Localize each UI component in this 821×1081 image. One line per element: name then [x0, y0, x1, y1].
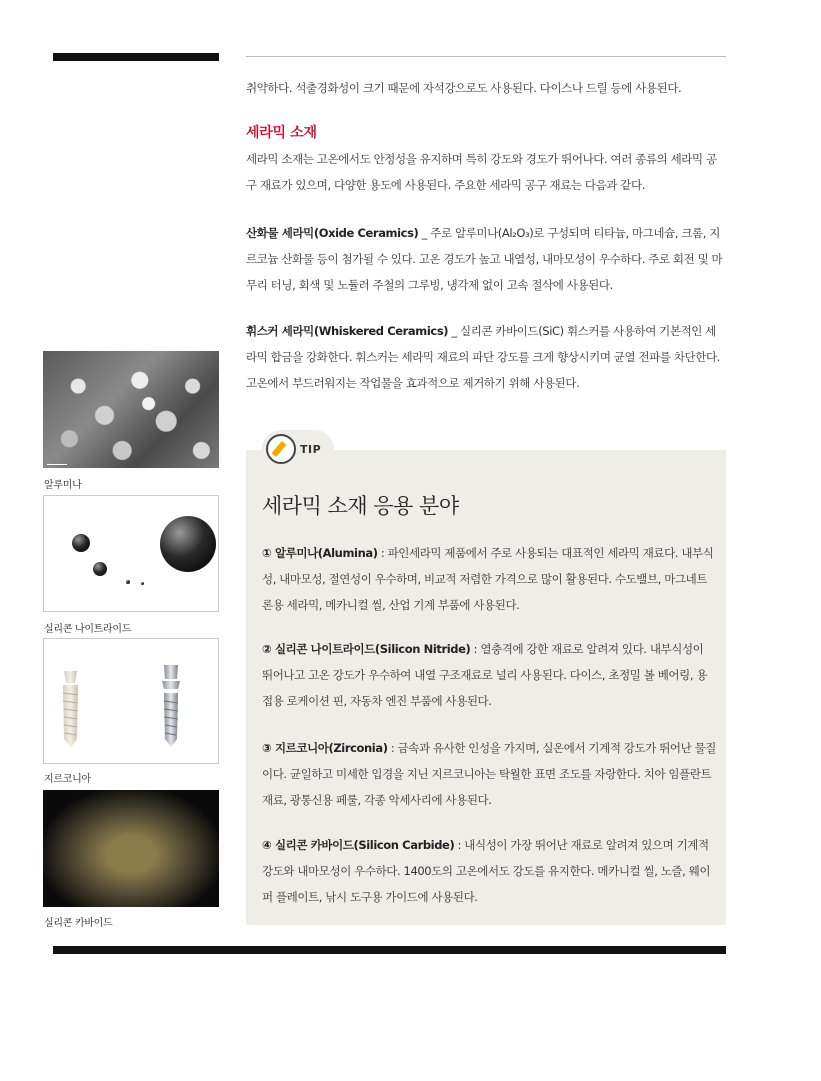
oxide-ceramics-paragraph: [246, 220, 726, 298]
tip-item-silicon-nitride: [262, 636, 717, 714]
oxide-ceramics-text: _ 주로 알루미나(Al₂O₃)로 구성되며 티타늄, 마그네슘, 크롬, 지르코늄 산화물 등이 첨가될 수 있다. 고온 경도가 높고 내열성, 내마모성이 우수하다. 주로 회전 및 마무리 터닝, 회색 및 노듈러 주철의 그루빙, 냉각제 없이 고속 절삭에 사용된다.: [246, 226, 723, 292]
section-title: 세라믹 소재: [246, 125, 317, 141]
pencil-icon: [266, 434, 296, 464]
scale-bar: [47, 464, 67, 465]
zirconia-photo: [43, 638, 219, 764]
top-decorative-bar: [53, 53, 219, 61]
tip-item-text: : 내식성이 가장 뛰어난 재료로 알려져 있으며 기계적 강도와 내마모성이 우수하다. 1400도의 고온에서도 강도를 유지한다. 메카니컬 씰, 노즐, 웨이퍼 플레이트, 낚시 도구용 가이드에 사용된다.: [262, 838, 711, 904]
zirconia-caption: 지르코니아: [44, 774, 91, 785]
tip-item-silicon-carbide: [262, 832, 717, 910]
silicon-carbide-caption: 실리콘 카바이드: [44, 918, 113, 929]
tip-item-text: : 열충격에 강한 재료로 알려져 있다. 내부식성이 뛰어나고 고온 강도가 우수하여 내열 구조재료로 널리 사용된다. 다이스, 초정밀 볼 베어링, 용접용 로케이션 핀, 자동차 엔진 부품에 사용된다.: [262, 642, 708, 708]
ball-small: [72, 534, 90, 552]
whisker-ceramics-term: 휘스커 세라믹(Whiskered Ceramics): [246, 324, 449, 338]
tip-title: 세라믹 소재 응용 분야: [262, 494, 459, 518]
dental-implants-illustration: [44, 639, 219, 764]
whisker-ceramics-text: _ 실리콘 카바이드(SiC) 휘스커를 사용하여 기본적인 세라믹 합금을 강화한다. 휘스커는 세라믹 재료의 파단 강도를 크게 향상시키며 균열 전파를 차단한다. 고온에서 부드러워지는 작업물을 효과적으로 제거하기 위해 사용된다.: [246, 324, 720, 390]
ball-tiny: [126, 580, 130, 584]
alumina-caption: 알루미나: [44, 480, 82, 491]
tip-item-term: ④ 실리콘 카바이드(Silicon Carbide): [262, 838, 455, 852]
tip-item-alumina: [262, 540, 717, 618]
tip-item-text: : 파인세라믹 제품에서 주로 사용되는 대표적인 세라믹 재료다. 내부식성, 내마모성, 절연성이 우수하며, 비교적 저렴한 가격으로 많이 활용된다. 수도밸브, 마그네트론용 세라믹, 메카니컬 씰, 산업 기계 부품에 사용된다.: [262, 546, 714, 612]
tip-item-term: ③ 지르코니아(Zirconia): [262, 741, 388, 755]
whisker-ceramics-paragraph: [246, 318, 726, 396]
alumina-photo: [43, 351, 219, 468]
ball-large: [160, 516, 216, 572]
silicon-nitride-photo: [43, 495, 219, 612]
intro-paragraph: 취약하다. 석출경화성이 크기 때문에 자석강으로도 사용된다. 다이스나 드릴 등에 사용된다.: [246, 81, 682, 95]
tip-label: TIP: [300, 443, 322, 456]
silicon-nitride-caption: 실리콘 나이트라이드: [44, 624, 132, 635]
section-intro-paragraph: 세라믹 소재는 고온에서도 안정성을 유지하며 특히 강도와 경도가 뛰어나다. 여러 종류의 세라믹 공구 재료가 있으며, 다양한 용도에 사용된다. 주요한 세라믹 공구 재료는 다음과 같다.: [246, 152, 717, 192]
ball-smaller: [93, 562, 107, 576]
oxide-ceramics-term: 산화물 세라믹(Oxide Ceramics): [246, 226, 419, 240]
bottom-decorative-bar: [53, 946, 726, 954]
silicon-carbide-photo: [43, 790, 219, 907]
top-divider: [246, 56, 726, 57]
tip-item-text: : 금속과 유사한 인성을 가지며, 실온에서 기계적 강도가 뛰어난 물질이다. 균일하고 미세한 입경을 지닌 지르코니아는 탁월한 표면 조도를 자랑한다. 치아 임플란트 재료, 광통신용 페룰, 각종 악세사리에 사용된다.: [262, 741, 716, 807]
tip-item-term: ① 알루미나(Alumina): [262, 546, 378, 560]
tip-item-zirconia: [262, 735, 717, 813]
tip-item-term: ② 실리콘 나이트라이드(Silicon Nitride): [262, 642, 471, 656]
ball-micro: [141, 582, 144, 585]
